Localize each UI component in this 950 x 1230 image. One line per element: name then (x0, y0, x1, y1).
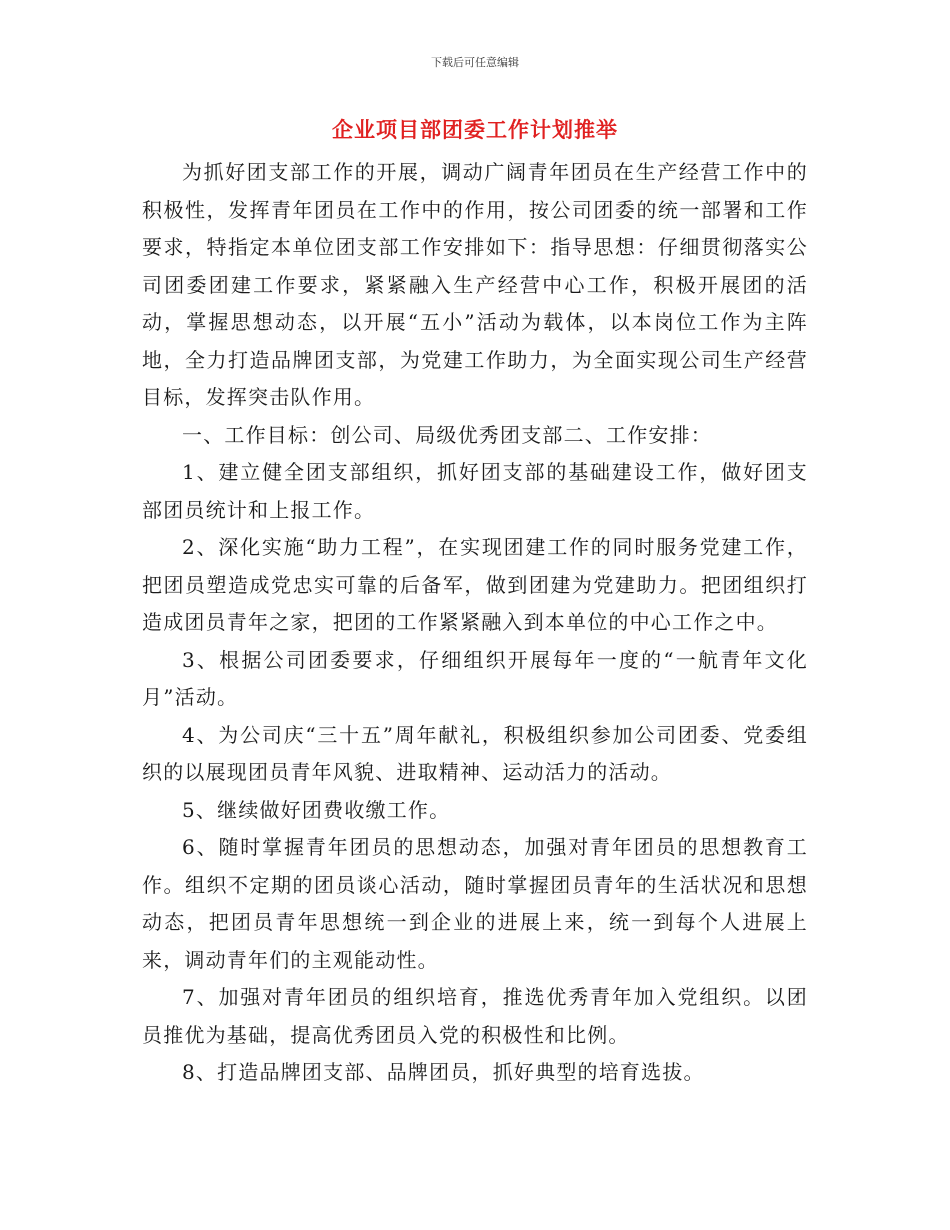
header-note: 下载后可任意编辑 (431, 56, 519, 69)
document-title: 企业项目部团委工作计划推举 (332, 118, 618, 142)
paragraph-item-4: 4、为公司庆“三十五”周年献礼，积极组织参加公司团委、党委组织的以展现团员青年风貌、进取精神、运动活力的活动。 (142, 722, 808, 784)
paragraph-item-6: 6、随时掌握青年团员的思想动态，加强对青年团员的思想教育工作。组织不定期的团员谈心活动，随时掌握团员青年的生活状况和思想动态，把团员青年思想统一到企业的进展上来，统一到每个人进展上来，调动青年们的主观能动性。 (142, 835, 808, 972)
paragraph-item-7: 7、加强对青年团员的组织培育，推选优秀青年加入党组织。以团员推优为基础，提高优秀团员入党的积极性和比例。 (142, 985, 808, 1047)
paragraph-item-5: 5、继续做好团费收缴工作。 (182, 797, 451, 822)
paragraph-item-1: 1、建立健全团支部组织，抓好团支部的基础建设工作，做好团支部团员统计和上报工作。 (142, 460, 808, 522)
document-body (142, 154, 808, 1092)
paragraph-goal: 一、工作目标：创公司、局级优秀团支部二、工作安排： (182, 422, 712, 447)
paragraph-item-2: 2、深化实施“助力工程”，在实现团建工作的同时服务党建工作，把团员塑造成党忠实可靠的后备军，做到团建为党建助力。把团组织打造成团员青年之家，把团的工作紧紧融入到本单位的中心工作之中。 (142, 535, 808, 634)
paragraph-intro: 为抓好团支部工作的开展，调动广阔青年团员在生产经营工作中的积极性，发挥青年团员在工作中的作用，按公司团委的统一部署和工作要求，特指定本单位团支部工作安排如下：指导思想：仔细贯彻落实公司团委团建工作要求，紧紧融入生产经营中心工作，积极开展团的活动，掌握思想动态，以开展“五小”活动为载体，以本岗位工作为主阵地，全力打造品牌团支部，为党建工作助力，为全面实现公司生产经营目标，发挥突击队作用。 (142, 160, 808, 409)
paragraph-item-3: 3、根据公司团委要求，仔细组织开展每年一度的“一航青年文化月”活动。 (142, 647, 808, 709)
paragraph-item-8: 8、打造品牌团支部、品牌团员，抓好典型的培育选拔。 (182, 1060, 705, 1084)
